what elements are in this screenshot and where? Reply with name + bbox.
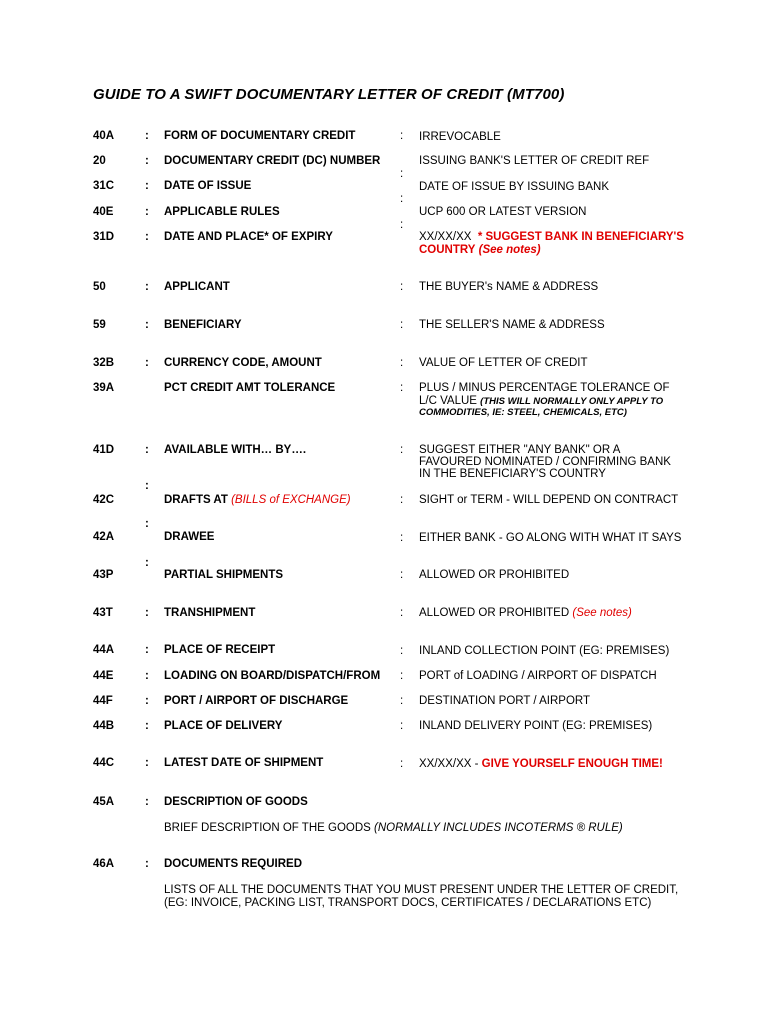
field-label: DESCRIPTION OF GOODS	[164, 796, 308, 808]
colon: :	[145, 858, 149, 870]
field-note: (BILLS of EXCHANGE)	[231, 494, 351, 506]
field-label: DOCUMENTS REQUIRED	[164, 858, 303, 870]
see-notes: (See notes)	[478, 244, 541, 256]
colon: :	[145, 130, 149, 142]
colon: :	[145, 695, 149, 707]
colon: :	[400, 168, 404, 180]
colon: :	[145, 231, 149, 243]
field-value: EITHER BANK - GO ALONG WITH WHAT IT SAYS	[419, 532, 682, 544]
field-label: FORM OF DOCUMENTARY CREDIT	[164, 130, 356, 142]
field-note: GIVE YOURSELF ENOUGH TIME!	[481, 758, 663, 770]
field-value: PORT of LOADING / AIRPORT OF DISPATCH	[419, 670, 657, 682]
field-label: BENEFICIARY	[164, 319, 242, 331]
field-label: DRAWEE	[164, 531, 215, 543]
field-code: 59	[93, 319, 106, 331]
field-note: * SUGGEST BANK IN BENEFICIARY'S	[477, 231, 684, 243]
field-label: DOCUMENTARY CREDIT (DC) NUMBER	[164, 155, 381, 167]
field-value: SUGGEST EITHER "ANY BANK" OR A	[419, 444, 621, 456]
field-label: PLACE OF RECEIPT	[164, 644, 276, 656]
field-value-text: XX/XX/XX	[419, 231, 472, 243]
field-note: COMMODITIES, IE: STEEL, CHEMICALS, ETC)	[419, 407, 627, 418]
field-value: INLAND COLLECTION POINT (EG: PREMISES)	[419, 645, 670, 657]
field-code: 43P	[93, 569, 114, 581]
field-code: 43T	[93, 607, 113, 619]
field-value: L/C VALUE	[419, 395, 477, 407]
field-code: 31D	[93, 231, 115, 243]
see-notes: (See notes)	[572, 607, 632, 619]
field-label: DATE AND PLACE* OF EXPIRY	[164, 231, 333, 243]
colon: :	[400, 219, 404, 231]
field-label: PORT / AIRPORT OF DISCHARGE	[164, 695, 349, 707]
field-description-text: BRIEF DESCRIPTION OF THE GOODS	[164, 822, 371, 834]
page-title: GUIDE TO A SWIFT DOCUMENTARY LETTER OF CREDIT (MT700)	[93, 86, 565, 103]
colon: :	[400, 357, 404, 369]
colon: :	[145, 480, 149, 492]
colon: :	[400, 569, 404, 581]
field-label: APPLICANT	[164, 281, 230, 293]
colon: :	[145, 607, 149, 619]
colon: :	[145, 670, 149, 682]
field-value: THE SELLER'S NAME & ADDRESS	[419, 319, 605, 331]
field-code: 44A	[93, 644, 115, 656]
colon: :	[145, 155, 149, 167]
field-value: ISSUING BANK'S LETTER OF CREDIT REF	[419, 155, 650, 167]
field-value: SIGHT or TERM - WILL DEPEND ON CONTRACT	[419, 494, 679, 506]
colon: :	[400, 444, 404, 456]
field-note: (NORMALLY INCLUDES INCOTERMS ® RULE)	[374, 822, 623, 834]
field-value: THE BUYER's NAME & ADDRESS	[419, 281, 599, 293]
field-code: 50	[93, 281, 106, 293]
field-label: LOADING ON BOARD/DISPATCH/FROM	[164, 670, 381, 682]
colon: :	[400, 758, 404, 770]
field-description: LISTS OF ALL THE DOCUMENTS THAT YOU MUST PRESENT UNDER THE LETTER OF CREDIT,	[164, 884, 679, 896]
field-code: 32B	[93, 357, 115, 369]
field-value: PLUS / MINUS PERCENTAGE TOLERANCE OF	[419, 382, 670, 394]
field-label: PARTIAL SHIPMENTS	[164, 569, 284, 581]
colon: :	[145, 206, 149, 218]
field-code: 44B	[93, 720, 115, 732]
colon: :	[145, 796, 149, 808]
field-code: 39A	[93, 382, 115, 394]
colon: :	[145, 281, 149, 293]
field-value-line	[419, 607, 632, 620]
field-code: 42A	[93, 531, 115, 543]
field-note-line	[419, 244, 541, 257]
field-code: 42C	[93, 494, 115, 506]
field-label: AVAILABLE WITH… BY….	[164, 444, 307, 456]
colon: :	[400, 382, 404, 394]
field-value: UCP 600 OR LATEST VERSION	[419, 206, 587, 218]
colon: :	[400, 319, 404, 331]
colon: :	[400, 670, 404, 682]
field-note: (THIS WILL NORMALLY ONLY APPLY TO	[480, 396, 664, 407]
field-value: ALLOWED OR PROHIBITED	[419, 569, 570, 581]
field-code: 44E	[93, 670, 114, 682]
colon: :	[400, 645, 404, 657]
field-value	[419, 231, 684, 244]
field-value-line	[419, 758, 663, 771]
field-code: 44F	[93, 695, 113, 707]
field-label: TRANSHIPMENT	[164, 607, 256, 619]
field-value: XX/XX/XX -	[419, 758, 479, 770]
field-label: APPLICABLE RULES	[164, 206, 280, 218]
colon: :	[400, 607, 404, 619]
colon: :	[400, 281, 404, 293]
field-label: PLACE OF DELIVERY	[164, 720, 283, 732]
colon: :	[400, 193, 404, 205]
colon: :	[145, 644, 149, 656]
colon: :	[400, 720, 404, 732]
field-note: COUNTRY	[419, 244, 476, 256]
field-code: 44C	[93, 757, 115, 769]
colon: :	[400, 532, 404, 544]
field-code: 46A	[93, 858, 115, 870]
field-code: 41D	[93, 444, 115, 456]
field-label: DATE OF ISSUE	[164, 180, 252, 192]
field-value: INLAND DELIVERY POINT (EG: PREMISES)	[419, 720, 653, 732]
field-value: DESTINATION PORT / AIRPORT	[419, 695, 591, 707]
colon: :	[400, 695, 404, 707]
colon: :	[145, 557, 149, 569]
field-label: PCT CREDIT AMT TOLERANCE	[164, 382, 336, 394]
colon: :	[400, 130, 404, 142]
field-code: 31C	[93, 180, 115, 192]
field-code: 45A	[93, 796, 115, 808]
field-description: (EG: INVOICE, PACKING LIST, TRANSPORT DOCS, CERTIFICATES / DECLARATIONS ETC)	[164, 897, 652, 909]
colon: :	[145, 757, 149, 769]
field-label: CURRENCY CODE, AMOUNT	[164, 357, 322, 369]
field-code: 40E	[93, 206, 114, 218]
colon: :	[145, 319, 149, 331]
colon: :	[145, 720, 149, 732]
field-value: DATE OF ISSUE BY ISSUING BANK	[419, 181, 610, 193]
field-value: IRREVOCABLE	[419, 131, 501, 143]
colon: :	[145, 357, 149, 369]
colon: :	[145, 180, 149, 192]
field-value: FAVOURED NOMINATED / CONFIRMING BANK	[419, 456, 671, 468]
field-value: ALLOWED OR PROHIBITED	[419, 607, 570, 619]
colon: :	[145, 518, 149, 530]
field-code: 40A	[93, 130, 115, 142]
field-description	[164, 822, 623, 835]
field-label: DRAFTS AT	[164, 494, 228, 506]
field-value: IN THE BENEFICIARY'S COUNTRY	[419, 468, 606, 480]
field-label: LATEST DATE OF SHIPMENT	[164, 757, 324, 769]
colon: :	[400, 494, 404, 506]
field-value: VALUE OF LETTER OF CREDIT	[419, 357, 588, 369]
colon: :	[145, 444, 149, 456]
field-label-line	[164, 494, 351, 507]
field-code: 20	[93, 155, 106, 167]
